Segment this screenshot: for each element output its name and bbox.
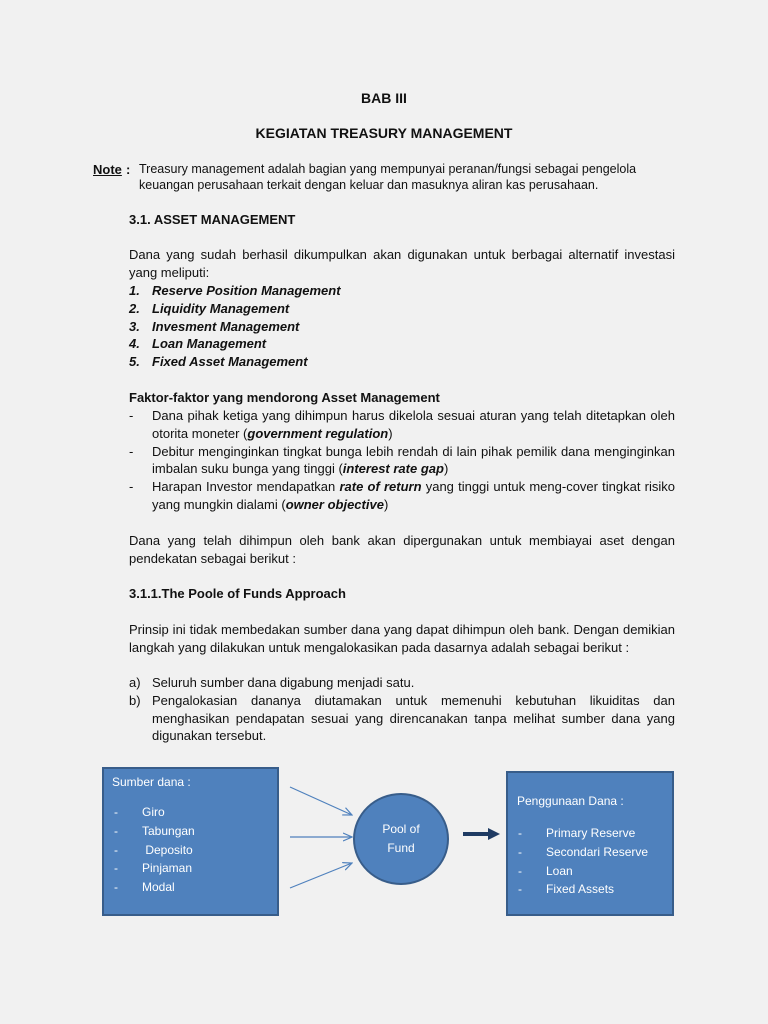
note-label: Note [93, 162, 122, 177]
paragraph-2: Dana yang telah dihimpun oleh bank akan dipergunakan untuk membiayai aset dengan pendekatan sebagai berikut : [129, 533, 675, 566]
list-item: - Pinjaman [114, 861, 193, 876]
list-item: 1. Reserve Position Management [129, 283, 341, 298]
list-item: - Debitur menginginkan tingkat bunga lebih rendah di lain pihak pemilik dana menginginkan imbalan suku bunga yang tinggi (interest rate gap) [129, 443, 675, 477]
note-line-2: keuangan perusahaan terkait dengan keluar dan masuknya aliran kas perusahaan. [139, 178, 599, 192]
list-item: - Deposito [114, 842, 193, 857]
section-heading-pool-of-funds: 3.1.1.The Poole of Funds Approach [129, 586, 346, 601]
list-item: b) Pengalokasian dananya diutamakan untuk memenuhi kebutuhan likuiditas dan menghasikan pendapatan sesuai yang direncanakan tanpa melihat sumber dana yang digunakan tersebut. [129, 692, 675, 744]
list-item: - Modal [114, 880, 175, 895]
list-item: 5. Fixed Asset Management [129, 354, 308, 370]
pool-label-line-1: Pool of [382, 822, 420, 836]
chapter-title: BAB III [361, 90, 407, 106]
list-item: - Giro [114, 805, 165, 819]
list-item: 2. Liquidity Management [129, 300, 290, 316]
pool-label-line-2: Fund [387, 841, 415, 855]
list-item: - Harapan Investor mendapatkan rate of return yang tinggi untuk meng-cover tingkat risiko yang mungkin dialami (owner objective) [129, 479, 676, 512]
paragraph-3: Prinsip ini tidak membedakan sumber dana yang dapat dihimpun oleh bank. Dengan demikian langkah yang dilakukan untuk mengalokasikan pada dasarnya adalah sebagai berikut : [129, 622, 675, 655]
arrow-upper [290, 787, 352, 815]
list-item: - Loan [518, 863, 573, 878]
uses-title: Penggunaan Dana : [517, 794, 624, 808]
arrow-lower [290, 863, 352, 888]
list-item: - Primary Reserve [518, 826, 636, 840]
note-colon: : [126, 162, 131, 177]
list-item: 4. Loan Management [129, 336, 267, 352]
factors-heading: Faktor-faktor yang mendorong Asset Management [129, 390, 440, 405]
list-item: - Tabungan [114, 823, 195, 838]
list-item: a) Seluruh sumber dana digabung menjadi satu. [129, 675, 415, 690]
note-line-1: Treasury management adalah bagian yang mempunyai peranan/fungsi sebagai pengelola [139, 162, 637, 176]
list-item: - Fixed Assets [518, 882, 615, 897]
page-title: KEGIATAN TREASURY MANAGEMENT [255, 125, 513, 141]
sources-title: Sumber dana : [112, 775, 191, 789]
list-item: 3. Invesment Management [129, 318, 300, 334]
section-heading-asset-management: 3.1. ASSET MANAGEMENT [129, 212, 296, 227]
list-item: - Secondari Reserve [518, 844, 649, 859]
intro-paragraph: Dana yang sudah berhasil dikumpulkan akan digunakan untuk berbagai alternatif investasi yang meliputi: [129, 247, 675, 280]
list-item: - Dana pihak ketiga yang dihimpun harus dikelola sesuai aturan yang telah ditetapkan oleh otorita moneter (government regulation) [129, 408, 675, 441]
